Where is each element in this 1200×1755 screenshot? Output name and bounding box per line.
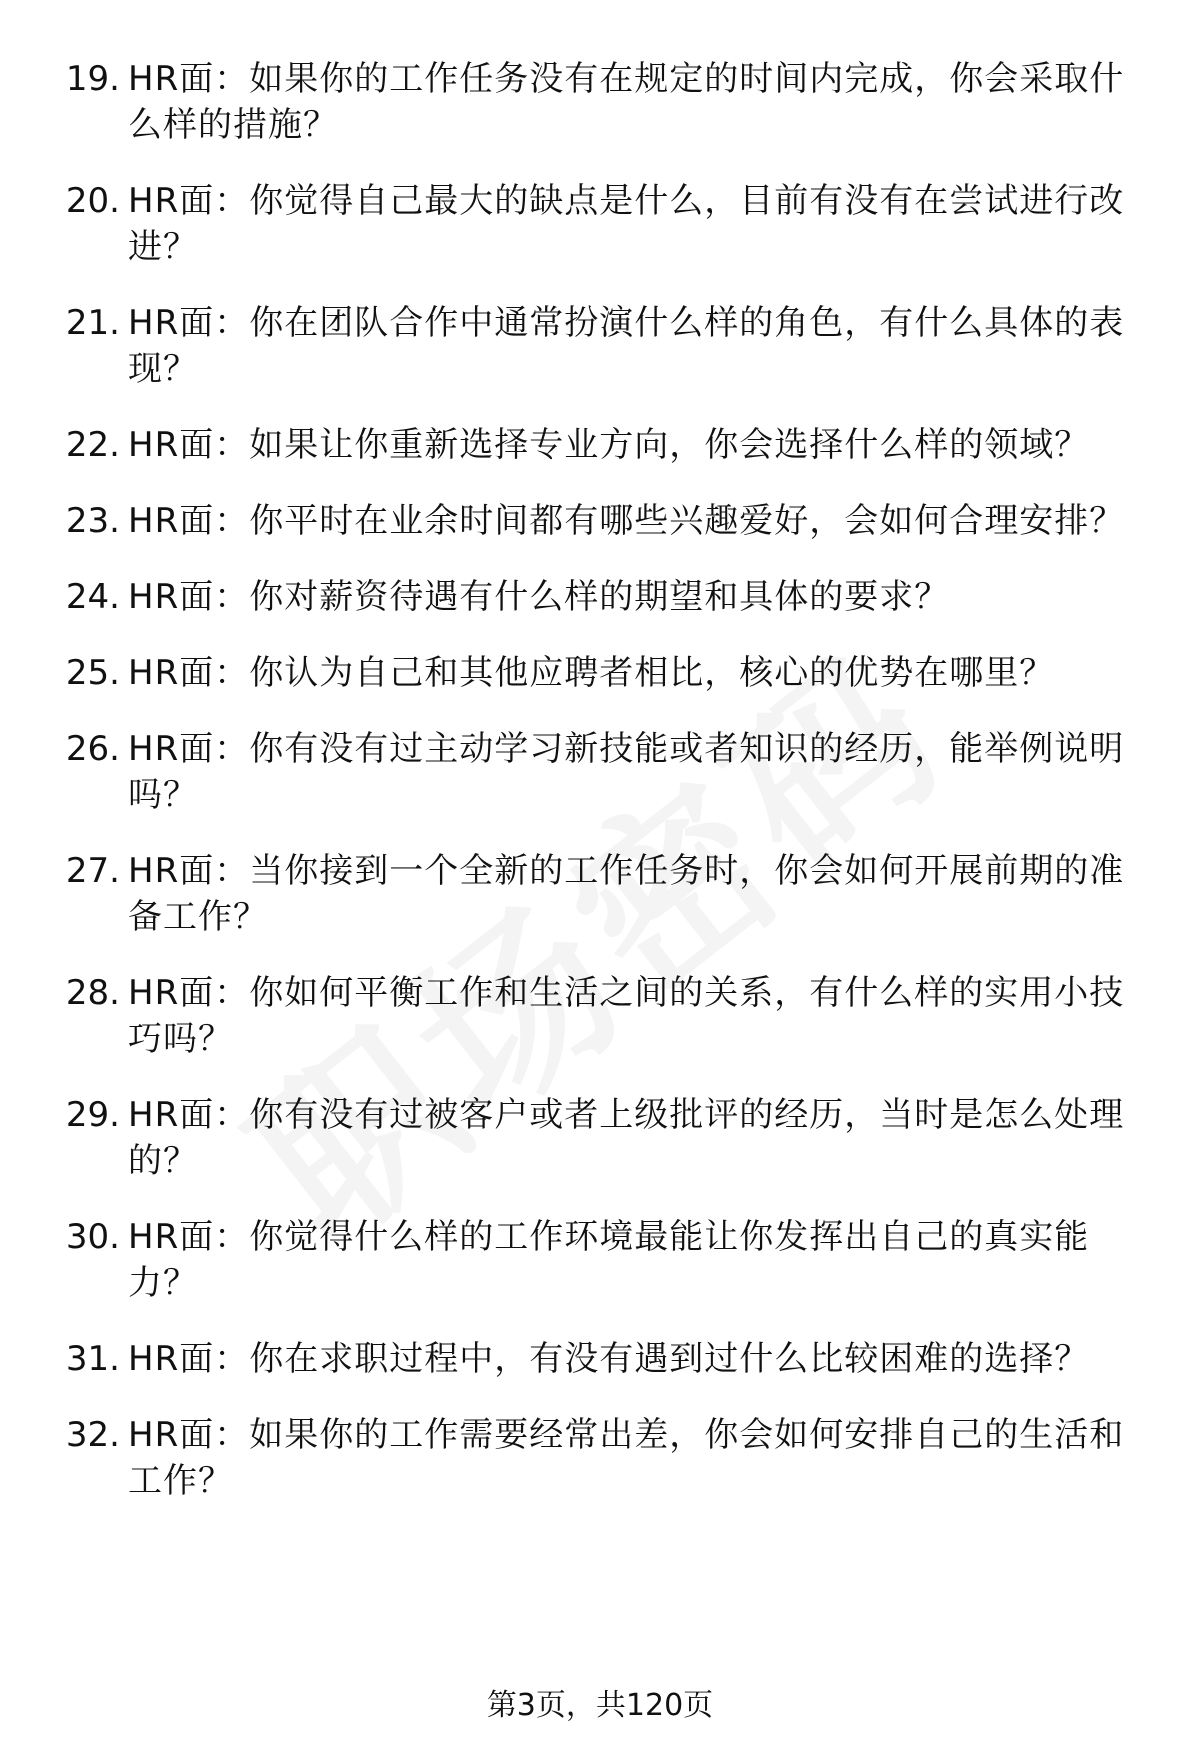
- question-text: HR面：你如何平衡工作和生活之间的关系，有什么样的实用小技巧吗？: [128, 973, 1125, 1059]
- question-number: 29.: [65, 1095, 120, 1135]
- list-item: [0, 1336, 1200, 1382]
- question-text: HR面：你对薪资待遇有什么样的期望和具体的要求？: [128, 577, 950, 617]
- question-number: 24.: [65, 577, 120, 617]
- list-item: [0, 1412, 1200, 1504]
- question-number: 28.: [65, 973, 120, 1013]
- list-item: [0, 498, 1200, 544]
- page-footer: 第3页，共120页: [486, 1688, 714, 1723]
- list-item: [0, 178, 1200, 270]
- question-text: HR面：如果让你重新选择专业方向，你会选择什么样的领域？: [128, 425, 1090, 465]
- list-item: [0, 56, 1200, 148]
- list-item: [0, 970, 1200, 1062]
- list-item: [0, 650, 1200, 696]
- question-list: [0, 56, 1200, 1534]
- question-text: HR面：你有没有过被客户或者上级批评的经历，当时是怎么处理的？: [128, 1095, 1125, 1181]
- question-text: HR面：你觉得自己最大的缺点是什么，目前有没有在尝试进行改进？: [128, 181, 1125, 267]
- question-text: HR面：你有没有过主动学习新技能或者知识的经历，能举例说明吗？: [128, 729, 1125, 815]
- list-item: [0, 300, 1200, 392]
- list-item: [0, 422, 1200, 468]
- question-text: HR面：你在求职过程中，有没有遇到过什么比较困难的选择？: [128, 1339, 1090, 1379]
- list-item: [0, 574, 1200, 620]
- question-number: 23.: [65, 501, 120, 541]
- question-text: HR面：你平时在业余时间都有哪些兴趣爱好，会如何合理安排？: [128, 501, 1125, 541]
- question-text: HR面：如果你的工作任务没有在规定的时间内完成，你会采取什么样的措施？: [128, 59, 1125, 145]
- question-number: 32.: [65, 1415, 120, 1455]
- question-number: 25.: [65, 653, 120, 693]
- question-number: 31.: [65, 1339, 120, 1379]
- question-number: 22.: [65, 425, 120, 465]
- list-item: [0, 848, 1200, 940]
- question-text: HR面：当你接到一个全新的工作任务时，你会如何开展前期的准备工作？: [128, 851, 1125, 937]
- list-item: [0, 1214, 1200, 1306]
- question-number: 19.: [65, 59, 120, 99]
- question-text: HR面：你在团队合作中通常扮演什么样的角色，有什么具体的表现？: [128, 303, 1125, 389]
- question-number: 27.: [65, 851, 120, 891]
- list-item: [0, 1092, 1200, 1184]
- question-number: 21.: [65, 303, 120, 343]
- question-number: 20.: [65, 181, 120, 221]
- question-text: HR面：你觉得什么样的工作环境最能让你发挥出自己的真实能力？: [128, 1217, 1090, 1303]
- question-text: HR面：如果你的工作需要经常出差，你会如何安排自己的生活和工作？: [128, 1415, 1125, 1501]
- question-number: 26.: [65, 729, 120, 769]
- question-text: HR面：你认为自己和其他应聘者相比，核心的优势在哪里？: [128, 653, 1055, 693]
- list-item: [0, 726, 1200, 818]
- question-number: 30.: [65, 1217, 120, 1257]
